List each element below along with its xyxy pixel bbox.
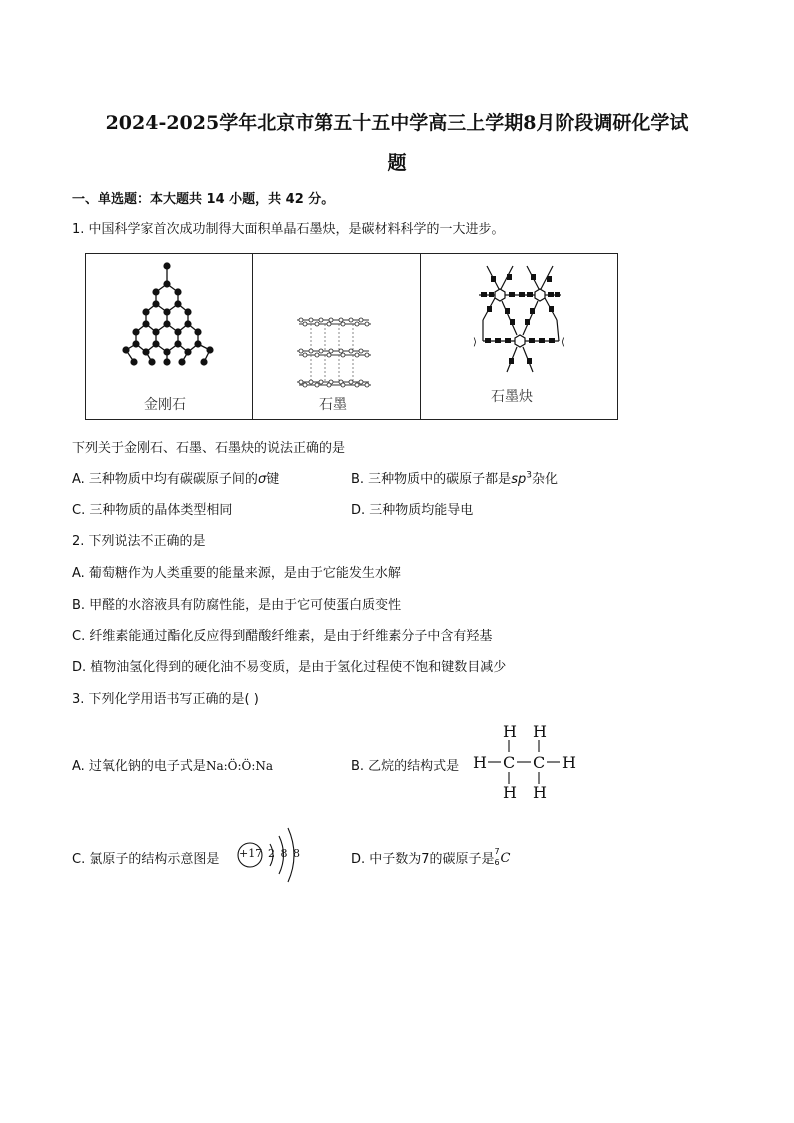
q1-option-a (72, 468, 279, 487)
option-b-text: B. 三种物质中的碳原子都是 (351, 472, 512, 487)
diamond-caption: 金刚石 (144, 397, 186, 413)
sp-symbol: sp (511, 472, 527, 487)
ethane-h6: H (533, 783, 547, 802)
q3-option-d (351, 848, 515, 867)
q2-option-d: D. 植物油氢化得到的硬化油不易变质，是由于氢化过程使不饱和键数目减少 (72, 660, 507, 675)
carbon-symbol: C (500, 851, 511, 866)
option-a-text: A. 过氧化钠的电子式是 (72, 759, 206, 774)
ethane-h2: H (533, 722, 547, 741)
option-a-text: A. 三种物质中均有碳碳原子间的 (72, 472, 258, 487)
chlorine-nucleus: +17 (239, 847, 263, 860)
q3-option-b: B. 乙烷的结构式是 (351, 759, 460, 774)
svg-text:⟨: ⟨ (561, 337, 565, 348)
sodium-peroxide-formula: Na:Ö:Ö:Na (205, 759, 274, 773)
option-d-text: D. 中子数为7的碳原子是 (351, 852, 495, 867)
chlorine-electron-counts: 2 8 8 (268, 847, 301, 860)
figure-table (85, 253, 618, 420)
sigma-symbol: σ (257, 472, 267, 487)
option-b-suffix: 杂化 (531, 472, 558, 487)
q1-option-b (351, 468, 558, 487)
q3-stem: 3. 下列化学用语书写正确的是( ) (72, 692, 259, 707)
graphite-cell (252, 254, 420, 419)
q1-question: 下列关于金刚石、石墨、石墨炔的说法正确的是 (72, 441, 346, 456)
graphdiyne-caption: 石墨炔 (491, 389, 533, 405)
ethane-h1: H (503, 722, 517, 741)
diamond-structure-figure (86, 254, 252, 389)
ethane-structure (472, 722, 582, 802)
ethane-h3: H (473, 753, 487, 772)
ethane-h4: H (562, 753, 576, 772)
ethane-c2: C (533, 753, 546, 772)
nuclide-atomic-number: 6 (494, 858, 500, 867)
chlorine-structure (234, 822, 304, 888)
q2-stem: 2. 下列说法不正确的是 (72, 534, 206, 549)
ethane-c1: C (503, 753, 516, 772)
nuclide-mass: 7 (494, 847, 500, 856)
q2-option-a: A. 葡萄糖作为人类重要的能量来源，是由于它能发生水解 (72, 566, 401, 581)
graphdiyne-cell (420, 254, 617, 419)
q2-option-b: B. 甲醛的水溶液具有防腐性能，是由于它可使蛋白质变性 (72, 598, 402, 613)
option-a-suffix: 键 (266, 472, 280, 487)
q3-option-a (72, 755, 273, 774)
diamond-cell (86, 254, 252, 419)
section-heading: 一、单选题：本大题共 14 小题，共 42 分。 (72, 192, 335, 207)
ethane-h5: H (503, 783, 517, 802)
page-title: 2024-2025学年北京市第五十五中学高三上学期8月阶段调研化学试 (105, 112, 689, 134)
page-title-continued: 题 (387, 152, 407, 174)
graphdiyne-structure-figure (421, 254, 617, 384)
svg-text:⟩: ⟩ (473, 337, 477, 348)
q1-option-d: D. 三种物质均能导电 (351, 503, 474, 518)
q1-stem: 1. 中国科学家首次成功制得大面积单晶石墨炔，是碳材料科学的一大进步。 (72, 222, 505, 237)
graphite-structure-figure (253, 254, 420, 389)
graphite-caption: 石墨 (319, 397, 347, 413)
q2-option-c: C. 纤维素能通过酯化反应得到醋酸纤维素，是由于纤维素分子中含有羟基 (72, 629, 493, 644)
carbon-nuclide (494, 847, 515, 867)
sp-superscript: 3 (526, 470, 532, 481)
q3-option-c: C. 氯原子的结构示意图是 (72, 852, 220, 867)
q1-option-c: C. 三种物质的晶体类型相同 (72, 503, 233, 518)
